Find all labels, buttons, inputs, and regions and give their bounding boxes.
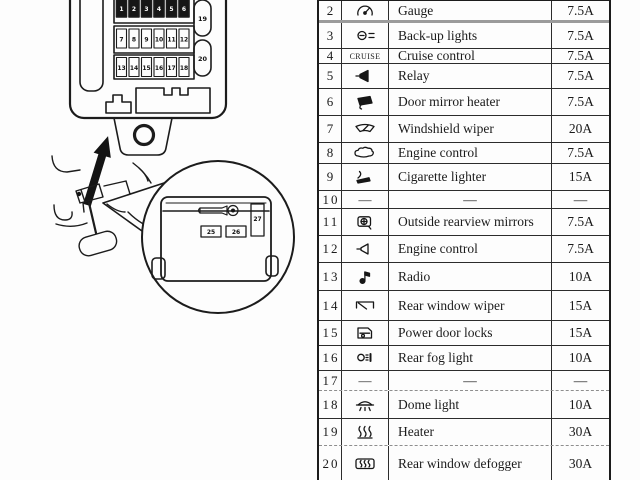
pedal-pad — [77, 229, 119, 258]
fuse-amp-rating: 15A — [568, 325, 593, 340]
fuse-amp-rating: 7.5A — [567, 27, 594, 43]
fuse-16-label: 16 — [154, 65, 164, 72]
fuse-11-label: 11 — [167, 36, 176, 44]
fuse-amp-rating: 7.5A — [567, 241, 594, 256]
fuse-15-label: 15 — [142, 65, 151, 72]
fuse-grid-row-3 — [117, 58, 190, 77]
fuse-amp-rating: 7.5A — [567, 214, 594, 229]
fuse-number: 2 — [319, 1, 342, 20]
fuse-label: Dome light — [389, 391, 552, 418]
fuse-amp-rating: 7.5A — [567, 49, 594, 63]
fuse-amp-rating: 30A — [568, 455, 593, 471]
fuse-5-label: 5 — [169, 6, 174, 13]
large-connector — [136, 88, 210, 113]
fuse-row — [319, 164, 609, 191]
relay-icon — [342, 64, 389, 88]
fuse-label: Radio — [389, 263, 552, 290]
fuse-row — [319, 236, 609, 263]
fuse-label: Relay — [389, 64, 552, 88]
fuse-number: 3 — [319, 23, 342, 48]
dash-icon: — — [358, 372, 372, 388]
small-connector — [106, 95, 131, 113]
rear-fog-light-icon — [342, 346, 389, 370]
fuse-amp-rating: 30A — [568, 424, 593, 439]
fuse-row — [319, 263, 609, 291]
fuse-label: Rear window wiper — [389, 291, 552, 320]
fuse-row — [319, 321, 609, 346]
fuse-19-20-pills — [194, 0, 211, 76]
fuse-number: 14 — [319, 291, 342, 320]
fuse-amp-rating: — — [573, 372, 588, 388]
dome-light-icon — [342, 391, 389, 418]
fuse-row — [319, 291, 609, 321]
fuse-12-label: 12 — [179, 36, 189, 44]
fuse-amp-rating: 10A — [568, 268, 593, 284]
fuse-25-label: 25 — [206, 229, 216, 236]
outside-rearview-mirrors-icon — [342, 209, 389, 235]
rear-window-defogger-icon — [342, 446, 389, 480]
fuse-grid-row-1 — [117, 0, 190, 17]
fusebox-drawing — [70, 0, 226, 155]
fuse-row — [319, 64, 609, 89]
pedal-arm — [89, 203, 96, 233]
fuse-14-label: 14 — [129, 65, 139, 72]
fuse-6-label: 6 — [181, 6, 187, 13]
fuse-amp-rating: 20A — [568, 121, 593, 136]
fuse-amp-rating: 7.5A — [567, 145, 594, 160]
magnifier-inset — [103, 161, 294, 313]
fuse-number: 18 — [319, 391, 342, 418]
fuse-amp-rating: 15A — [568, 169, 593, 184]
fuse-7-label: 7 — [119, 36, 124, 44]
dash-icon: — — [358, 191, 372, 207]
fuse-amp-rating: 7.5A — [567, 68, 594, 83]
fuse-label: Back-up lights — [389, 23, 552, 48]
fuse-row — [319, 191, 609, 209]
fusebox-location-diagram — [0, 0, 318, 480]
fuse-number: 6 — [319, 89, 342, 115]
fuse-8-label: 8 — [131, 36, 137, 44]
fuse-label: Heater — [389, 419, 552, 445]
fuse-amp-rating: 7.5A — [567, 94, 594, 109]
fuse-3-label: 3 — [144, 6, 149, 13]
fuse-number: 15 — [319, 321, 342, 345]
fuse-label: Gauge — [389, 1, 552, 20]
fuse-row — [319, 209, 609, 236]
no-fuse-dash — [342, 371, 389, 390]
fuse-number: 11 — [319, 209, 342, 235]
fuse-number: 20 — [319, 446, 342, 480]
fuse-1-label: 1 — [119, 6, 124, 13]
fuse-number: 7 — [319, 116, 342, 142]
fuse-amp-rating: 7.5A — [567, 2, 594, 18]
fuse-17-label: 17 — [167, 65, 176, 72]
fuse-27-label: 27 — [253, 216, 262, 223]
power-door-locks-icon — [342, 321, 389, 345]
fuse-label: Cigarette lighter — [389, 164, 552, 190]
fuse-label: Cruise control — [389, 49, 552, 63]
fuse-number: 12 — [319, 236, 342, 262]
fuse-row — [319, 346, 609, 371]
cigarette-lighter-icon — [342, 164, 389, 190]
fuse-row — [319, 116, 609, 143]
fuse-number: 16 — [319, 346, 342, 370]
fuse-26-label: 26 — [231, 229, 241, 236]
windshield-wiper-icon — [342, 116, 389, 142]
fuse-label: Engine control — [389, 236, 552, 262]
fuse-13-label: 13 — [117, 65, 126, 72]
fuse-table — [317, 0, 611, 480]
fuse-18-label: 18 — [179, 65, 189, 72]
fuse-row — [319, 419, 609, 446]
engine-control-2-icon — [342, 236, 389, 262]
fuse-label: Door mirror heater — [389, 89, 552, 115]
fuse-amp-rating: 15A — [568, 297, 593, 313]
fuse-number: 10 — [319, 191, 342, 208]
fuse-row — [319, 49, 609, 64]
fuse-2-label: 2 — [131, 6, 137, 13]
engine-control-icon — [342, 143, 389, 163]
fuse-row — [319, 391, 609, 419]
fuse-label: — — [389, 191, 552, 208]
fuse-number: 13 — [319, 263, 342, 290]
location-arrow-icon — [78, 134, 116, 208]
fuse-amp-rating: — — [573, 191, 588, 207]
fuse-label: Power door locks — [389, 321, 552, 345]
backup-lights-icon — [342, 23, 389, 48]
fuse-row — [319, 143, 609, 164]
cruise-icon-text: CRUISE — [349, 51, 381, 61]
fuse-label: Outside rearview mirrors — [389, 209, 552, 235]
fuse-amp-rating: 10A — [568, 396, 593, 412]
fuse-label: — — [389, 371, 552, 390]
fuse-label: Rear window defogger — [389, 446, 552, 480]
fuse-4-label: 4 — [156, 6, 162, 13]
fuse-row — [319, 446, 609, 480]
fuse-19-label: 19 — [197, 15, 208, 23]
fuse-number: 4 — [319, 49, 342, 63]
fuse-number: 8 — [319, 143, 342, 163]
fuse-grid-row-2 — [117, 29, 190, 48]
cruise-icon — [342, 49, 389, 63]
radio-icon — [342, 263, 389, 290]
fuse-number: 9 — [319, 164, 342, 190]
fuse-row — [319, 371, 609, 391]
fuse-20-label: 20 — [197, 55, 208, 63]
fuse-row — [319, 89, 609, 116]
fuse-label: Rear fog light — [389, 346, 552, 370]
fuse-number: 5 — [319, 64, 342, 88]
fuse-10-label: 10 — [154, 36, 164, 44]
fuse-amp-rating: 10A — [568, 350, 593, 365]
bolt-hole-icon — [135, 126, 154, 145]
heater-icon — [342, 419, 389, 445]
fuse-label: Engine control — [389, 143, 552, 163]
no-fuse-dash — [342, 191, 389, 208]
fuse-row — [319, 1, 609, 23]
fusebox-side-slot — [80, 0, 103, 91]
fuse-9-label: 9 — [144, 36, 149, 44]
rear-window-wiper-icon — [342, 291, 389, 320]
fuse-number: 17 — [319, 371, 342, 390]
door-mirror-heater-icon — [342, 89, 389, 115]
gauge-icon — [342, 1, 389, 20]
fuse-label: Windshield wiper — [389, 116, 552, 142]
mounting-tab — [114, 118, 172, 155]
fuse-row — [319, 23, 609, 49]
fuse-number: 19 — [319, 419, 342, 445]
